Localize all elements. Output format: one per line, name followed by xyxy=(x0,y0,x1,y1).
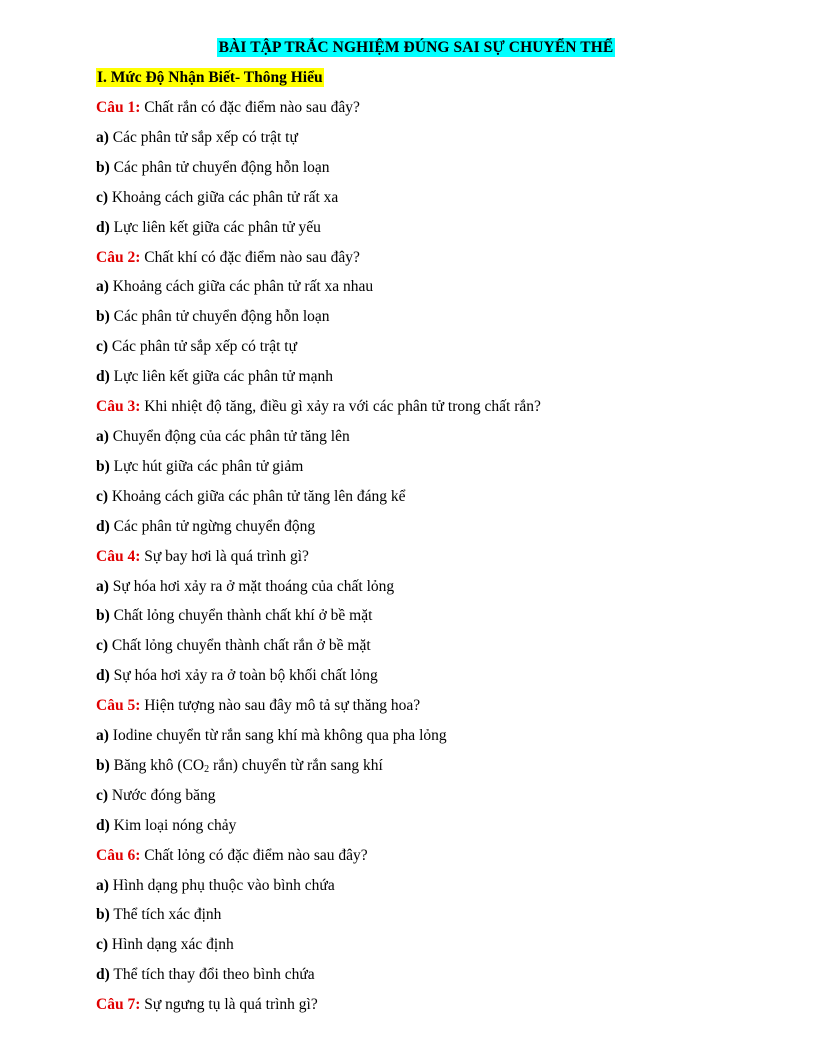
document-title: BÀI TẬP TRẮC NGHIỆM ĐÚNG SAI SỰ CHUYỂN THỂ xyxy=(218,39,614,56)
option-label: c) xyxy=(96,487,109,505)
question-label: Câu 2: xyxy=(96,248,141,266)
question-text: Chất rắn có đặc điểm nào sau đây? xyxy=(144,99,360,116)
option-text: Nước đóng băng xyxy=(111,786,216,804)
option-label: b) xyxy=(96,457,110,475)
option-text: Lực liên kết giữa các phân tử yếu xyxy=(113,218,321,236)
option-text: Sự hóa hơi xảy ra ở toàn bộ khối chất lỏng xyxy=(113,667,378,685)
option-line xyxy=(96,423,736,453)
option-line xyxy=(96,901,736,931)
question-label: Câu 4: xyxy=(96,547,141,565)
option-line xyxy=(96,872,736,902)
option-text: Sự hóa hơi xảy ra ở mặt thoáng của chất lỏng xyxy=(112,577,395,595)
question-label: Câu 1: xyxy=(96,99,141,116)
option-line xyxy=(96,632,736,662)
option-text: Khoảng cách giữa các phân tử rất xa nhau xyxy=(112,278,374,296)
question-line xyxy=(96,543,736,573)
option-text: Các phân tử sắp xếp có trật tự xyxy=(111,338,298,356)
option-label: c) xyxy=(96,786,109,804)
option-label: d) xyxy=(96,517,110,535)
question-label: Câu 7: xyxy=(96,996,141,1014)
section-row xyxy=(96,64,736,94)
option-label: d) xyxy=(96,966,110,984)
option-label: a) xyxy=(96,128,109,146)
question-text: Khi nhiệt độ tăng, điều gì xảy ra với các phân tử trong chất rắn? xyxy=(144,398,541,416)
option-text: Hình dạng phụ thuộc vào bình chứa xyxy=(112,876,335,894)
option-text: Thể tích thay đổi theo bình chứa xyxy=(113,966,315,984)
option-line xyxy=(96,722,736,752)
option-line xyxy=(96,573,736,603)
option-text: Chuyển động của các phân tử tăng lên xyxy=(112,427,350,445)
option-label: c) xyxy=(96,936,109,954)
question-line xyxy=(96,94,736,124)
option-text: Các phân tử chuyển động hỗn loạn xyxy=(113,308,330,326)
option-label: b) xyxy=(96,308,110,326)
document-page xyxy=(96,34,736,1021)
question-label: Câu 3: xyxy=(96,398,141,416)
question-text: Sự bay hơi là quá trình gì? xyxy=(144,547,309,565)
option-line xyxy=(96,124,736,154)
option-label: d) xyxy=(96,667,110,685)
option-label: c) xyxy=(96,338,109,356)
option-line xyxy=(96,154,736,184)
option-line xyxy=(96,931,736,961)
option-line xyxy=(96,662,736,692)
option-line xyxy=(96,602,736,632)
question-text: Chất khí có đặc điểm nào sau đây? xyxy=(144,248,360,266)
option-label: d) xyxy=(96,816,110,834)
option-label: a) xyxy=(96,876,109,894)
option-label: a) xyxy=(96,278,109,296)
option-text: Iodine chuyển từ rắn sang khí mà không qua pha lỏng xyxy=(112,727,447,745)
question-line xyxy=(96,991,736,1021)
option-line xyxy=(96,752,736,782)
option-line xyxy=(96,453,736,483)
option-label: b) xyxy=(96,158,110,176)
option-text: Các phân tử sắp xếp có trật tự xyxy=(112,128,298,146)
question-line xyxy=(96,692,736,722)
question-line xyxy=(96,842,736,872)
option-label: c) xyxy=(96,637,109,655)
option-line xyxy=(96,273,736,303)
option-text: Kim loại nóng chảy xyxy=(113,816,237,834)
option-line xyxy=(96,333,736,363)
option-line xyxy=(96,214,736,244)
question-label: Câu 5: xyxy=(96,697,141,715)
option-label: d) xyxy=(96,218,110,236)
option-text: Băng khô (CO xyxy=(113,756,205,774)
option-text: Các phân tử chuyển động hỗn loạn xyxy=(113,158,330,176)
option-label: a) xyxy=(96,427,109,445)
title-row xyxy=(96,34,736,64)
option-line xyxy=(96,184,736,214)
section-heading: I. Mức Độ Nhận Biết- Thông Hiểu xyxy=(97,69,323,86)
subscript: 2 xyxy=(204,763,210,775)
option-label: b) xyxy=(96,607,110,625)
option-line xyxy=(96,961,736,991)
option-line xyxy=(96,812,736,842)
option-label: b) xyxy=(96,756,110,774)
option-label: b) xyxy=(96,906,110,924)
option-text: Các phân tử ngừng chuyển động xyxy=(113,517,316,535)
question-text: Hiện tượng nào sau đây mô tả sự thăng hoa? xyxy=(144,697,421,715)
option-text: Lực hút giữa các phân tử giảm xyxy=(113,457,304,475)
question-line xyxy=(96,244,736,274)
option-line xyxy=(96,483,736,513)
option-label: d) xyxy=(96,368,110,386)
question-text: Sự ngưng tụ là quá trình gì? xyxy=(144,996,318,1014)
option-label: a) xyxy=(96,577,109,595)
option-text: Khoảng cách giữa các phân tử rất xa xyxy=(111,188,339,206)
option-text: Khoảng cách giữa các phân tử tăng lên đáng kể xyxy=(111,487,406,505)
option-label: c) xyxy=(96,188,109,206)
question-label: Câu 6: xyxy=(96,846,141,864)
option-text: Hình dạng xác định xyxy=(111,936,234,954)
option-line xyxy=(96,363,736,393)
option-line xyxy=(96,303,736,333)
option-text: Chất lỏng chuyển thành chất rắn ở bề mặt xyxy=(111,637,371,655)
option-text: Lực liên kết giữa các phân tử mạnh xyxy=(113,368,333,386)
question-list xyxy=(96,94,736,1021)
option-line xyxy=(96,782,736,812)
option-text-continued: rắn) chuyển từ rắn sang khí xyxy=(209,756,383,774)
option-text: Thể tích xác định xyxy=(113,906,222,924)
question-text: Chất lỏng có đặc điểm nào sau đây? xyxy=(144,846,368,864)
question-line xyxy=(96,393,736,423)
option-line xyxy=(96,513,736,543)
option-text: Chất lỏng chuyển thành chất khí ở bề mặt xyxy=(113,607,373,625)
option-label: a) xyxy=(96,727,109,745)
